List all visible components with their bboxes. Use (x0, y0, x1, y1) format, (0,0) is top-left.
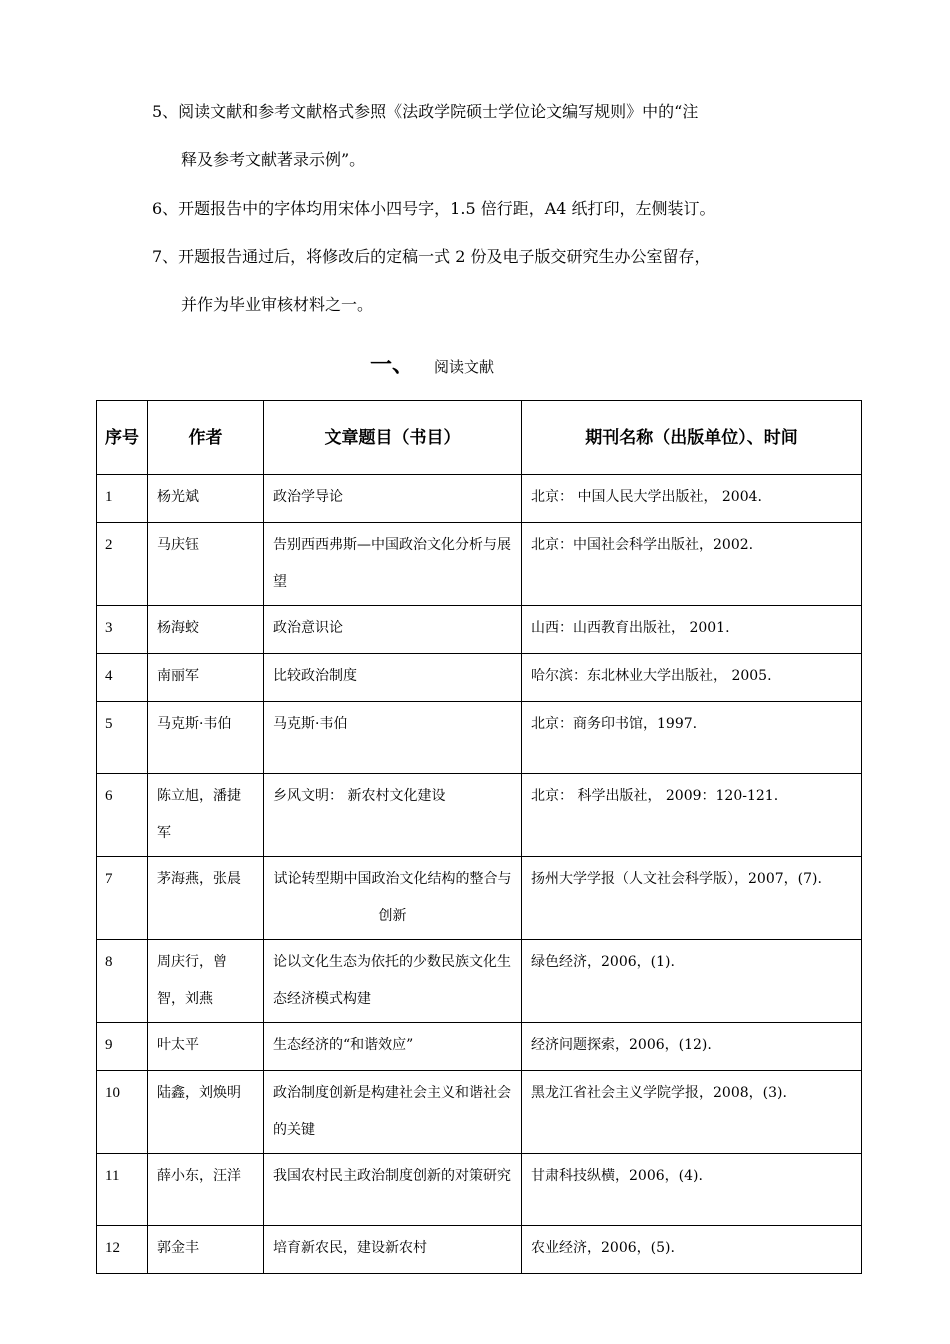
row-number: 2 (97, 523, 148, 606)
row-author: 周庆行，曾智，刘燕 (148, 940, 264, 1023)
row-number: 5 (97, 702, 148, 774)
row-title: 乡风文明： 新农村文化建设 (264, 774, 522, 857)
row-author: 马克斯·韦伯 (148, 702, 264, 774)
table-row (97, 940, 862, 1023)
row-source: 哈尔滨：东北林业大学出版社， 2005. (522, 654, 862, 702)
table-row (97, 857, 862, 940)
literature-table (96, 400, 862, 1274)
row-author: 茅海燕，张晨 (148, 857, 264, 940)
instruction-5-line1: 5、阅读文献和参考文献格式参照《法政学院硕士学位论文编写规则》中的“注 (152, 102, 699, 121)
row-title: 论以文化生态为依托的少数民族文化生态经济模式构建 (264, 940, 522, 1023)
table-row (97, 702, 862, 774)
table-row (97, 523, 862, 606)
table-row (97, 654, 862, 702)
row-title: 政治意识论 (264, 606, 522, 654)
table-row (97, 606, 862, 654)
table-row (97, 774, 862, 857)
table-row (97, 1071, 862, 1154)
row-number: 10 (97, 1071, 148, 1154)
header-source: 期刊名称（出版单位）、时间 (522, 401, 862, 475)
row-author: 南丽军 (148, 654, 264, 702)
row-source: 北京： 中国人民大学出版社， 2004. (522, 475, 862, 523)
row-source: 山西：山西教育出版社， 2001. (522, 606, 862, 654)
row-author: 杨光斌 (148, 475, 264, 523)
section-number: 一、 (370, 353, 415, 378)
row-source: 经济问题探索，2006，(12). (522, 1023, 862, 1071)
row-source: 甘肃科技纵横，2006，(4). (522, 1154, 862, 1226)
row-number: 11 (97, 1154, 148, 1226)
table-row (97, 1154, 862, 1226)
header-author: 作者 (148, 401, 264, 475)
row-title: 试论转型期中国政治文化结构的整合与创新 (264, 857, 522, 940)
row-title: 马克斯·韦伯 (264, 702, 522, 774)
row-source: 黑龙江省社会主义学院学报，2008，(3). (522, 1071, 862, 1154)
instruction-7-line1: 7、开题报告通过后，将修改后的定稿一式 2 份及电子版交研究生办公室留存， (152, 247, 711, 266)
row-source: 农业经济，2006，(5). (522, 1226, 862, 1274)
row-source: 北京：中国社会科学出版社，2002. (522, 523, 862, 606)
row-source: 北京： 科学出版社， 2009：120-121. (522, 774, 862, 857)
row-author: 杨海蛟 (148, 606, 264, 654)
row-title: 告别西西弗斯—中国政治文化分析与展望 (264, 523, 522, 606)
header-number: 序号 (97, 401, 148, 475)
instruction-6-line1: 6、开题报告中的字体均用宋体小四号字，1.5 倍行距，A4 纸打印，左侧装订。 (152, 199, 716, 218)
row-source: 北京：商务印书馆，1997. (522, 702, 862, 774)
row-title: 我国农村民主政治制度创新的对策研究 (264, 1154, 522, 1226)
instruction-7-line2: 并作为毕业审核材料之一。 (181, 295, 374, 314)
row-number: 7 (97, 857, 148, 940)
row-title: 比较政治制度 (264, 654, 522, 702)
section-title: 阅读文献 (434, 358, 495, 376)
row-author: 马庆钰 (148, 523, 264, 606)
table-row (97, 475, 862, 523)
table-header-row (97, 401, 862, 475)
header-title: 文章题目（书目） (264, 401, 522, 475)
row-author: 叶太平 (148, 1023, 264, 1071)
row-number: 4 (97, 654, 148, 702)
row-title: 培育新农民，建设新农村 (264, 1226, 522, 1274)
section-heading (370, 352, 494, 381)
row-number: 8 (97, 940, 148, 1023)
row-title: 政治制度创新是构建社会主义和谐社会的关键 (264, 1071, 522, 1154)
row-author: 陆鑫，刘焕明 (148, 1071, 264, 1154)
row-title: 政治学导论 (264, 475, 522, 523)
row-number: 1 (97, 475, 148, 523)
row-author: 陈立旭，潘捷军 (148, 774, 264, 857)
row-number: 9 (97, 1023, 148, 1071)
row-source: 绿色经济，2006，(1). (522, 940, 862, 1023)
table-row (97, 1226, 862, 1274)
table-row (97, 1023, 862, 1071)
row-number: 3 (97, 606, 148, 654)
row-author: 郭金丰 (148, 1226, 264, 1274)
row-author: 薛小东，汪洋 (148, 1154, 264, 1226)
row-source: 扬州大学学报（人文社会科学版），2007，(7). (522, 857, 862, 940)
row-number: 12 (97, 1226, 148, 1274)
row-number: 6 (97, 774, 148, 857)
row-title: 生态经济的“和谐效应” (264, 1023, 522, 1071)
instruction-5-line2: 释及参考文献著录示例”。 (181, 150, 366, 169)
